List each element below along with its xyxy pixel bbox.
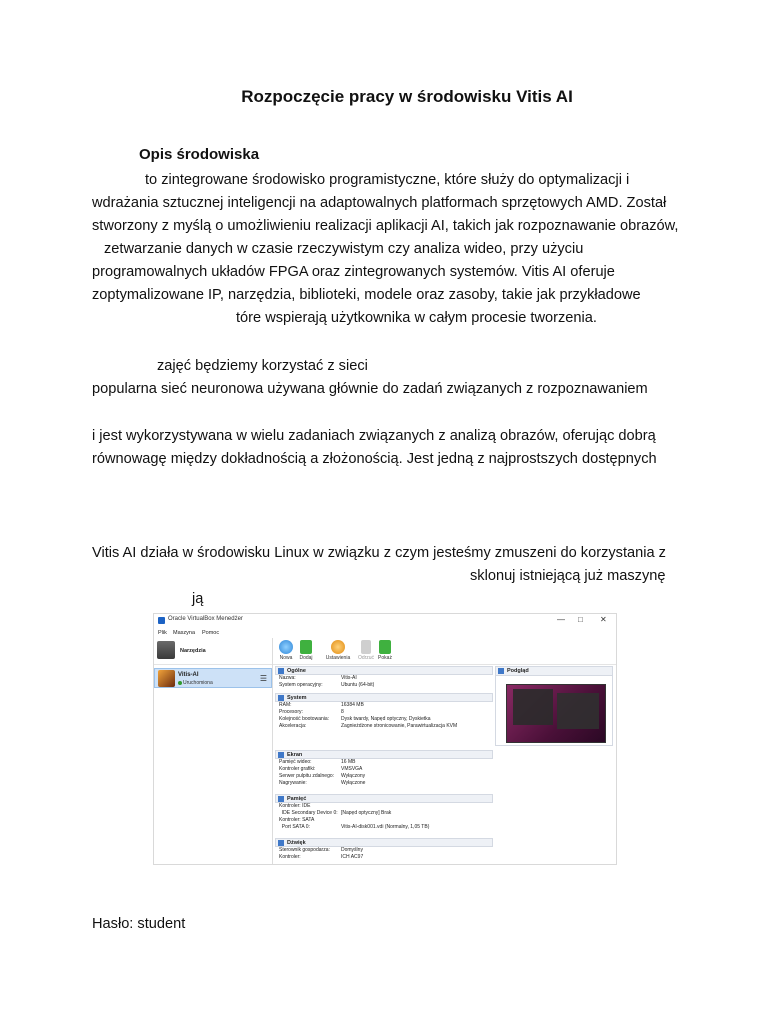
detail-value: 16 MB [341,759,356,765]
vm-list-item [154,668,272,688]
detail-key: Port SATA 0: [279,824,310,830]
add-button [295,640,317,661]
new-button [275,640,297,661]
toolbar [273,638,616,665]
virtualbox-logo-icon [158,617,165,624]
vm-preview-screen [506,684,606,743]
page-title: Rozpoczęcie pracy w środowisku Vitis AI [241,87,573,106]
general-icon [278,668,284,674]
section-title: System [287,695,307,701]
add-icon [300,640,312,654]
detail-value: 16384 MB [341,702,364,708]
tools-icon [157,641,175,659]
detail-key: Kontroler: SATA [279,817,315,823]
arrow-right-icon [379,640,391,654]
detail-key: Nazwa: [279,675,296,681]
paragraph-line: wdrażania sztucznej inteligencji na adaptowalnych platformach sprzętowych AMD. Został [92,195,667,211]
close-icon: ✕ [600,615,607,624]
window-titlebar [154,614,616,628]
virtualbox-screenshot [153,613,617,865]
tools-row [154,638,272,665]
detail-key: Nagrywanie: [279,780,307,786]
terminal-window [557,693,599,729]
detail-value: [Napęd optyczny] Brak [341,810,392,816]
detail-value: 8 [341,709,344,715]
paragraph-line: równowagę między dokładnością a złożonością. Jest jedną z najprostszych dostępnych [92,451,657,467]
menu-item: Maszyna [173,630,196,636]
add-label: Dodaj [299,655,313,661]
detail-value: Vitis-AI [341,675,357,681]
paragraph-line: Vitis AI działa w środowisku Linux w związku z czym jesteśmy zmuszeni do korzystania z [92,545,666,561]
password-note: Hasło: student [92,916,186,932]
preview-panel [495,666,613,746]
list-menu-icon: ☰ [259,674,267,683]
detail-value: VMSVGA [341,766,363,772]
new-label: Nowa [279,655,293,661]
details-audio [275,838,493,861]
paragraph-line: programowalnych układów FPGA oraz zintegrowanych systemów. Vitis AI oferuje [92,264,615,280]
vm-sidebar [154,638,273,864]
show-label: Pokaż [378,655,392,661]
detail-value: Wyłączony [341,773,366,779]
audio-icon [278,840,284,846]
detail-key: Kontroler: [279,854,301,860]
terminal-window [513,689,553,725]
paragraph-line: sklonuj istniejącą już maszynę [470,568,666,584]
paragraph-line: ją [192,591,204,607]
details-general [275,666,493,689]
detail-value: Zagnieżdżone stronicowanie, Parawirtualizacja KVM [341,723,458,729]
detail-key: System operacyjny: [279,682,323,688]
ubuntu-vm-icon [158,670,175,687]
detail-key: Procesory: [279,709,303,715]
tools-label: Narzędzia [180,648,206,654]
detail-value: ICH AC97 [341,854,364,860]
paragraph-line: popularna sieć neuronowa używana głównie do zadań związanych z rozpoznawaniem [92,381,648,397]
paragraph-line: stworzony z myślą o umożliwieniu realizacji aplikacji AI, takich jak rozpoznawanie obrazów, [92,218,679,234]
paragraph-line: i jest wykorzystywana w wielu zadaniach związanych z analizą obrazów, oferując dobrą [92,428,656,444]
minimize-icon: — [557,615,565,624]
paragraph-line: zoptymalizowane IP, narzędzia, biblioteki, modele oraz zasoby, takie jak przykładowe [92,287,641,303]
gear-icon [331,640,345,654]
vm-details [275,666,493,864]
new-icon [279,640,293,654]
detail-key: Sterownik gospodarza: [279,847,330,853]
show-button [374,640,396,661]
section-title: Ogólne [287,668,306,674]
paragraph-line: to zintegrowane środowisko programistyczne, które służy do optymalizacji i [145,172,630,188]
window-title: Oracle VirtualBox Menedżer [168,616,243,622]
section-title: Dźwięk [287,840,306,846]
detail-value: Vitis-AI-disk001.vdi (Normalny, 1,05 TB) [341,824,430,830]
details-system [275,693,493,730]
discard-label: Odrzuć [357,655,375,661]
paragraph-line: zajęć będziemy korzystać z sieci [157,358,368,374]
details-display [275,750,493,787]
settings-label: Ustawienia [325,655,351,661]
detail-value: Domyślny [341,847,363,853]
detail-key: RAM: [279,702,292,708]
vm-name: Vitis-AI [178,672,199,678]
detail-key: Kontroler: IDE [279,803,311,809]
preview-icon [498,668,504,674]
detail-value: Wyłączone [341,780,366,786]
detail-key: Kolejność bootowania: [279,716,330,722]
menu-bar [154,628,616,638]
detail-key: Kontroler grafiki: [279,766,316,772]
section-title: Ekran [287,752,303,758]
storage-icon [278,796,284,802]
display-icon [278,752,284,758]
system-icon [278,695,284,701]
section-title: Pamięć [287,796,307,802]
detail-value: Ubuntu (64-bit) [341,682,375,688]
section-heading: Opis środowiska [139,146,260,163]
detail-key: Serwer pulpitu zdalnego: [279,773,335,779]
detail-key: IDE Secondary Device 0: [279,810,338,816]
preview-title: Podgląd [507,668,529,674]
settings-button [321,640,355,661]
arrow-down-icon [361,640,371,654]
running-icon [178,681,182,685]
paragraph-line: zetwarzanie danych w czasie rzeczywistym czy analiza wideo, przy użyciu [104,241,584,257]
detail-value: Dysk twardy, Napęd optyczny, Dyskietka [341,716,431,722]
details-storage [275,794,493,831]
paragraph-line: tóre wspierają użytkownika w całym procesie tworzenia. [236,310,597,326]
detail-key: Pamięć wideo: [279,759,312,765]
menu-item: Pomoc [202,630,220,636]
vm-main-panel [273,638,616,864]
menu-item: Plik [158,630,167,636]
detail-key: Akceleracja: [279,723,307,729]
vm-state: Uruchomiona [183,680,213,686]
maximize-icon: □ [578,615,583,624]
